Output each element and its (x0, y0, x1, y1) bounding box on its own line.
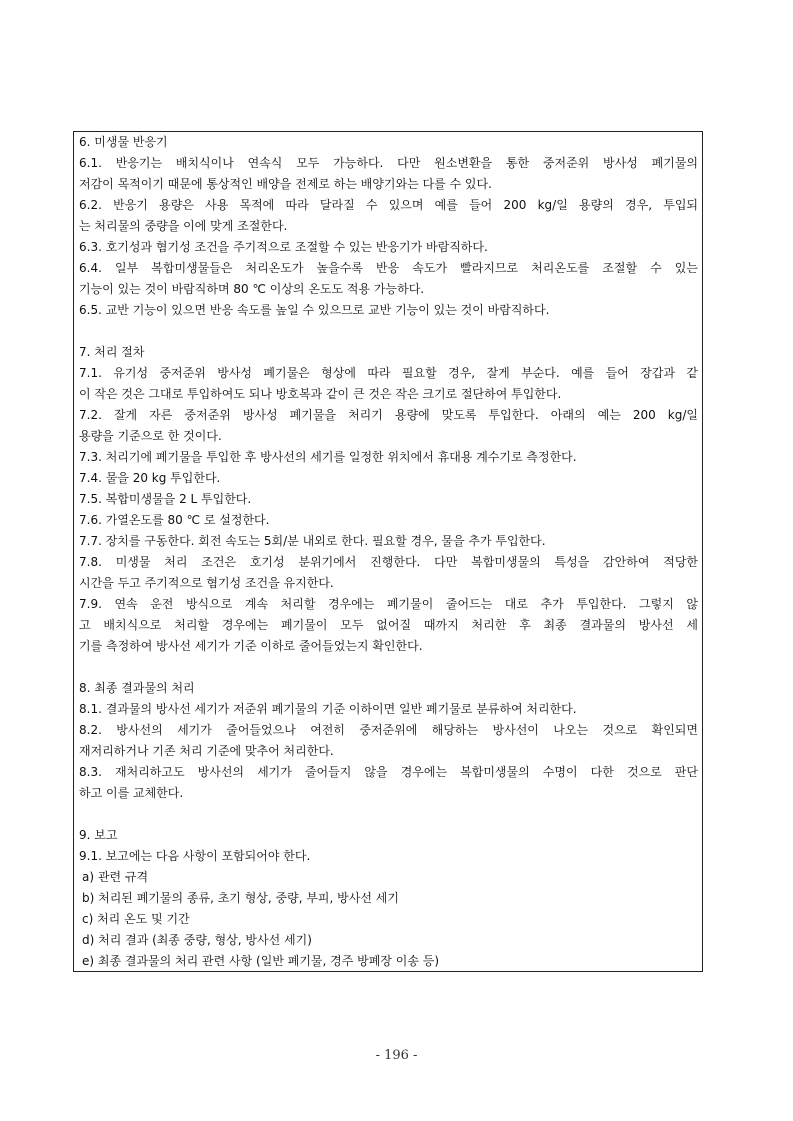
paragraph-line: 6.4. 일부 복합미생물들은 처리온도가 높을수록 반응 속도가 빨라지므로 처리온도를 조절할 수 있는 (79, 261, 698, 275)
section-gap (79, 657, 698, 678)
paragraph-line: 기를 측정하여 방사선 세기가 기준 이하로 줄어들었는지 확인한다. (79, 639, 423, 653)
page-number: - 196 - (375, 1048, 418, 1063)
paragraph-line: 저감이 목적이기 때문에 통상적인 배양을 전제로 하는 배양기와는 다를 수 있다. (79, 177, 492, 191)
section-heading: 8. 최종 결과물의 처리 (79, 681, 195, 695)
list-item: c) 처리 온도 및 기간 (82, 912, 190, 926)
section-gap (79, 321, 698, 342)
paragraph-line: 이 작은 것은 그대로 투입하여도 되나 방호복과 같이 큰 것은 작은 크기로 절단하여 투입한다. (79, 387, 562, 401)
paragraph-line: 시간을 두고 주기적으로 혐기성 조건을 유지한다. (79, 576, 334, 590)
paragraph-line: 8.3. 재처리하고도 방사선의 세기가 줄어들지 않을 경우에는 복합미생물의 수명이 다한 것으로 판단 (79, 765, 698, 779)
paragraph-line: 8.2. 방사선의 세기가 줄어들었으나 여전히 중저준위에 해당하는 방사선이 나오는 것으로 확인되면 (79, 723, 698, 737)
section-3 (79, 678, 698, 804)
paragraph-line: 고 배치식으로 처리할 경우에는 폐기물이 모두 없어질 때까지 처리한 후 최종 결과물의 방사선 세 (79, 618, 698, 632)
section-heading: 6. 미생물 반응기 (79, 135, 168, 149)
paragraph-line: 하고 이를 교체한다. (79, 786, 184, 800)
paragraph-line: 용량을 기준으로 한 것이다. (79, 429, 222, 443)
paragraph-line: 7.6. 가열온도를 80 ℃ 로 설정한다. (79, 513, 270, 527)
paragraph-line: 6.1. 반응기는 배치식이나 연속식 모두 가능하다. 다만 원소변환을 통한 중저준위 방사성 폐기물의 (79, 156, 698, 170)
paragraph-line: 7.9. 연속 운전 방식으로 계속 처리할 경우에는 폐기물이 줄어드는 대로 추가 투입한다. 그렇지 않 (79, 597, 698, 611)
section-1 (79, 132, 698, 321)
paragraph-line: 7.7. 장치를 구동한다. 회전 속도는 5회/분 내외로 한다. 필요할 경우, 물을 추가 투입한다. (79, 534, 546, 548)
paragraph-line: 7.3. 처리기에 폐기물을 투입한 후 방사선의 세기를 일정한 위치에서 휴대용 계수기로 측정한다. (79, 450, 577, 464)
paragraph-line: 6.2. 반응기 용량은 사용 목적에 따라 달라질 수 있으며 예를 들어 200 kg/일 용량의 경우, 투입되 (79, 198, 698, 212)
list-item: b) 처리된 폐기물의 종류, 초기 형상, 중량, 부피, 방사선 세기 (82, 891, 399, 905)
paragraph-line: 6.3. 호기성과 혐기성 조건을 주기적으로 조절할 수 있는 반응기가 바람직하다. (79, 240, 488, 254)
paragraph-line: 8.1. 결과물의 방사선 세기가 저준위 폐기물의 기준 이하이면 일반 폐기물로 분류하여 처리한다. (79, 702, 577, 716)
section-4 (79, 825, 698, 972)
list-item: d) 처리 결과 (최종 중량, 형상, 방사선 세기) (82, 933, 312, 947)
paragraph-line: 7.4. 물을 20 kg 투입한다. (79, 471, 221, 485)
section-heading: 7. 처리 절차 (79, 345, 145, 359)
paragraph-line: 는 처리물의 중량을 이에 맞게 조절한다. (79, 219, 288, 233)
paragraph-line: 재저리하거나 기존 처리 기준에 맞추어 처리한다. (79, 744, 334, 758)
list-item: a) 관련 규격 (82, 870, 149, 884)
section-2 (79, 342, 698, 657)
paragraph-line: 6.5. 교반 기능이 있으면 반응 속도를 높일 수 있으므로 교반 기능이 있는 것이 바람직하다. (79, 303, 550, 317)
paragraph-line: 7.2. 잘게 자른 중저준위 방사성 폐기물을 처리기 용량에 맞도록 투입한다. 아래의 예는 200 kg/일 (79, 408, 698, 422)
document-body (79, 131, 698, 972)
section-heading: 9. 보고 (79, 828, 118, 842)
paragraph-line: 기능이 있는 것이 바람직하며 80 ℃ 이상의 온도도 적용 가능하다. (79, 282, 425, 296)
paragraph-line: 7.5. 복합미생물을 2 L 투입한다. (79, 492, 252, 506)
section-gap (79, 804, 698, 825)
list-item: e) 최종 결과물의 처리 관련 사항 (일반 폐기물, 경주 방폐장 이송 등) (82, 954, 440, 968)
paragraph-line: 7.1. 유기성 중저준위 방사성 폐기물은 형상에 따라 필요할 경우, 잘게 부순다. 예를 들어 장갑과 같 (79, 366, 698, 380)
paragraph-line: 9.1. 보고에는 다음 사항이 포함되어야 한다. (79, 849, 311, 863)
paragraph-line: 7.8. 미생물 처리 조건은 호기성 분위기에서 진행한다. 다만 복합미생물의 특성을 감안하여 적당한 (79, 555, 698, 569)
